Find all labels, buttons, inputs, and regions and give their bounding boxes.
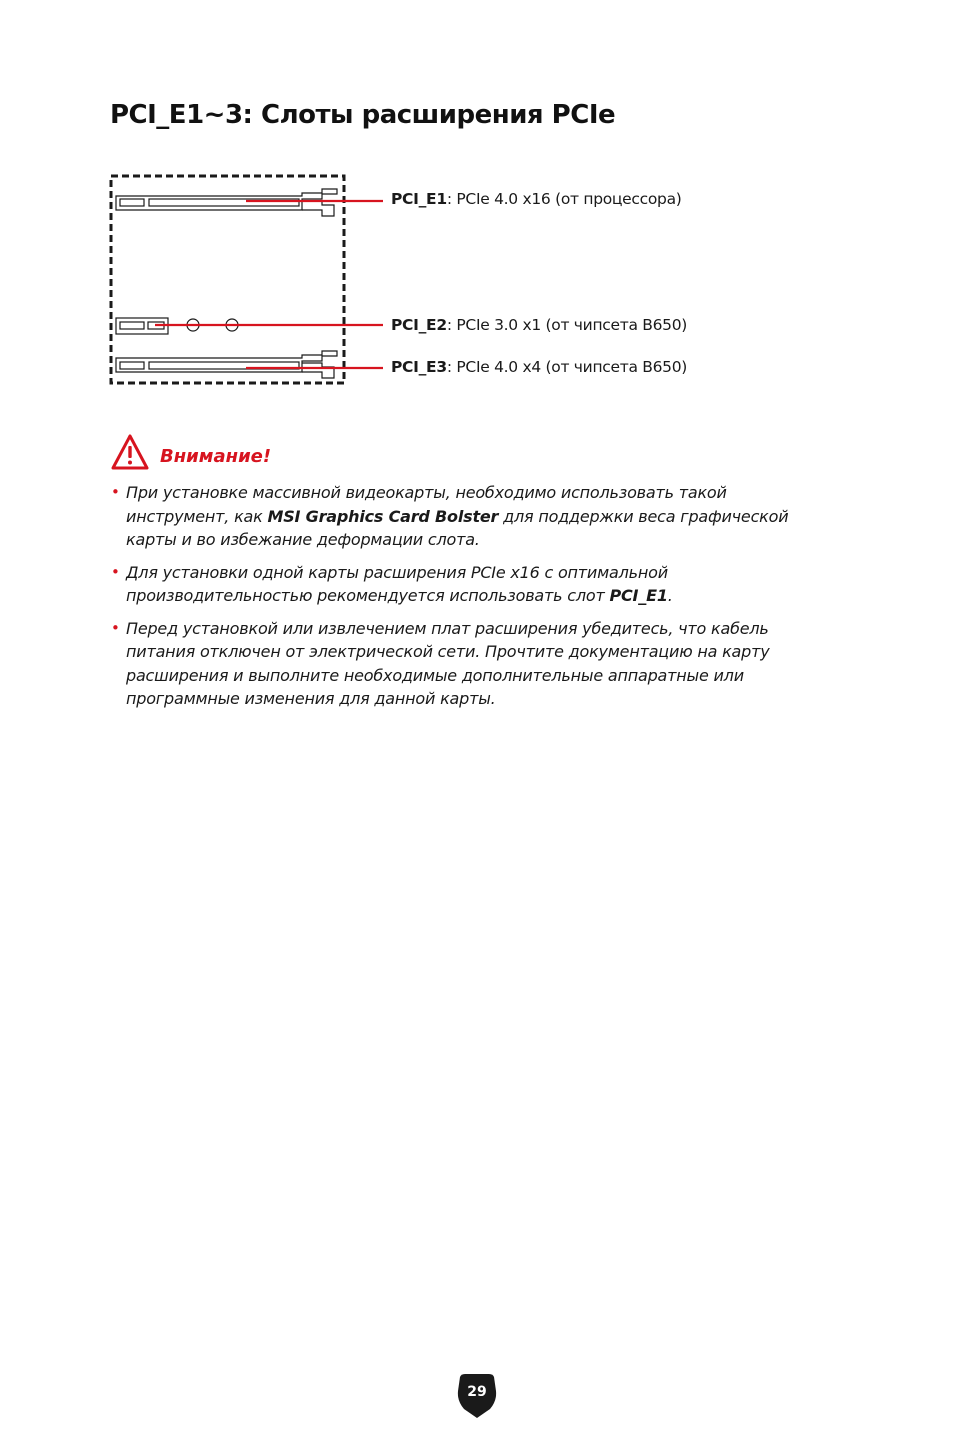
caution-title: Внимание! xyxy=(160,445,272,467)
pci-e3-label xyxy=(391,358,687,376)
bullet-icon: • xyxy=(111,562,120,581)
caution-list xyxy=(110,481,830,711)
pci-e2-name: PCI_E2 xyxy=(391,316,447,334)
page-number-badge xyxy=(457,1373,497,1419)
caution-item-2-after: . xyxy=(667,586,673,605)
caution-item-1-before: При установке массивной видеокарты, необходимо использовать такой инструмент, как xyxy=(126,483,727,526)
pci-e3-name: PCI_E3 xyxy=(391,358,447,376)
bullet-icon: • xyxy=(111,483,120,501)
pci-e1-name: PCI_E1 xyxy=(391,190,447,208)
pci-e1-slot xyxy=(116,189,337,216)
pci-e2-label xyxy=(391,316,687,334)
pci-e3-desc: : PCIe 4.0 x4 (от чипсета B650) xyxy=(446,358,688,376)
pcie-slot-diagram xyxy=(0,0,954,420)
caution-item-1-bold: MSI Graphics Card Bolster xyxy=(267,506,499,526)
caution-item-3-text: Перед установкой или извлечением плат расширения убедитесь, что кабель питания отключен от электрической сети. Прочтите документацию на карту расширения и выполните необходимые дополнительные аппаратные или программные изменения для данной карты. xyxy=(126,618,770,708)
caution-item-2-before: Для установки одной карты расширения PCIe x16 с оптимальной производительностью рекомендуется использовать слот xyxy=(126,562,668,605)
warning-icon xyxy=(110,433,150,471)
caution-block xyxy=(110,433,830,720)
pci-e1-label xyxy=(391,190,682,208)
caution-header xyxy=(110,433,830,471)
page-title: PCI_E1~3: Слоты расширения PCIe xyxy=(110,100,616,130)
pci-e2-desc: : PCIe 3.0 x1 (от чипсета B650) xyxy=(446,316,688,334)
list-item xyxy=(110,561,830,608)
pci-e3-slot xyxy=(116,351,337,378)
page-number: 29 xyxy=(467,1384,487,1400)
bullet-icon: • xyxy=(111,618,120,637)
list-item xyxy=(110,617,830,711)
caution-item-2-bold: PCI_E1 xyxy=(609,586,668,605)
pci-e1-desc: : PCIe 4.0 x16 (от процессора) xyxy=(446,190,682,208)
list-item xyxy=(110,481,830,552)
board-outline xyxy=(111,176,344,383)
caution-item-1-after: для поддержки веса графической карты и во избежание деформации слота. xyxy=(126,506,789,549)
